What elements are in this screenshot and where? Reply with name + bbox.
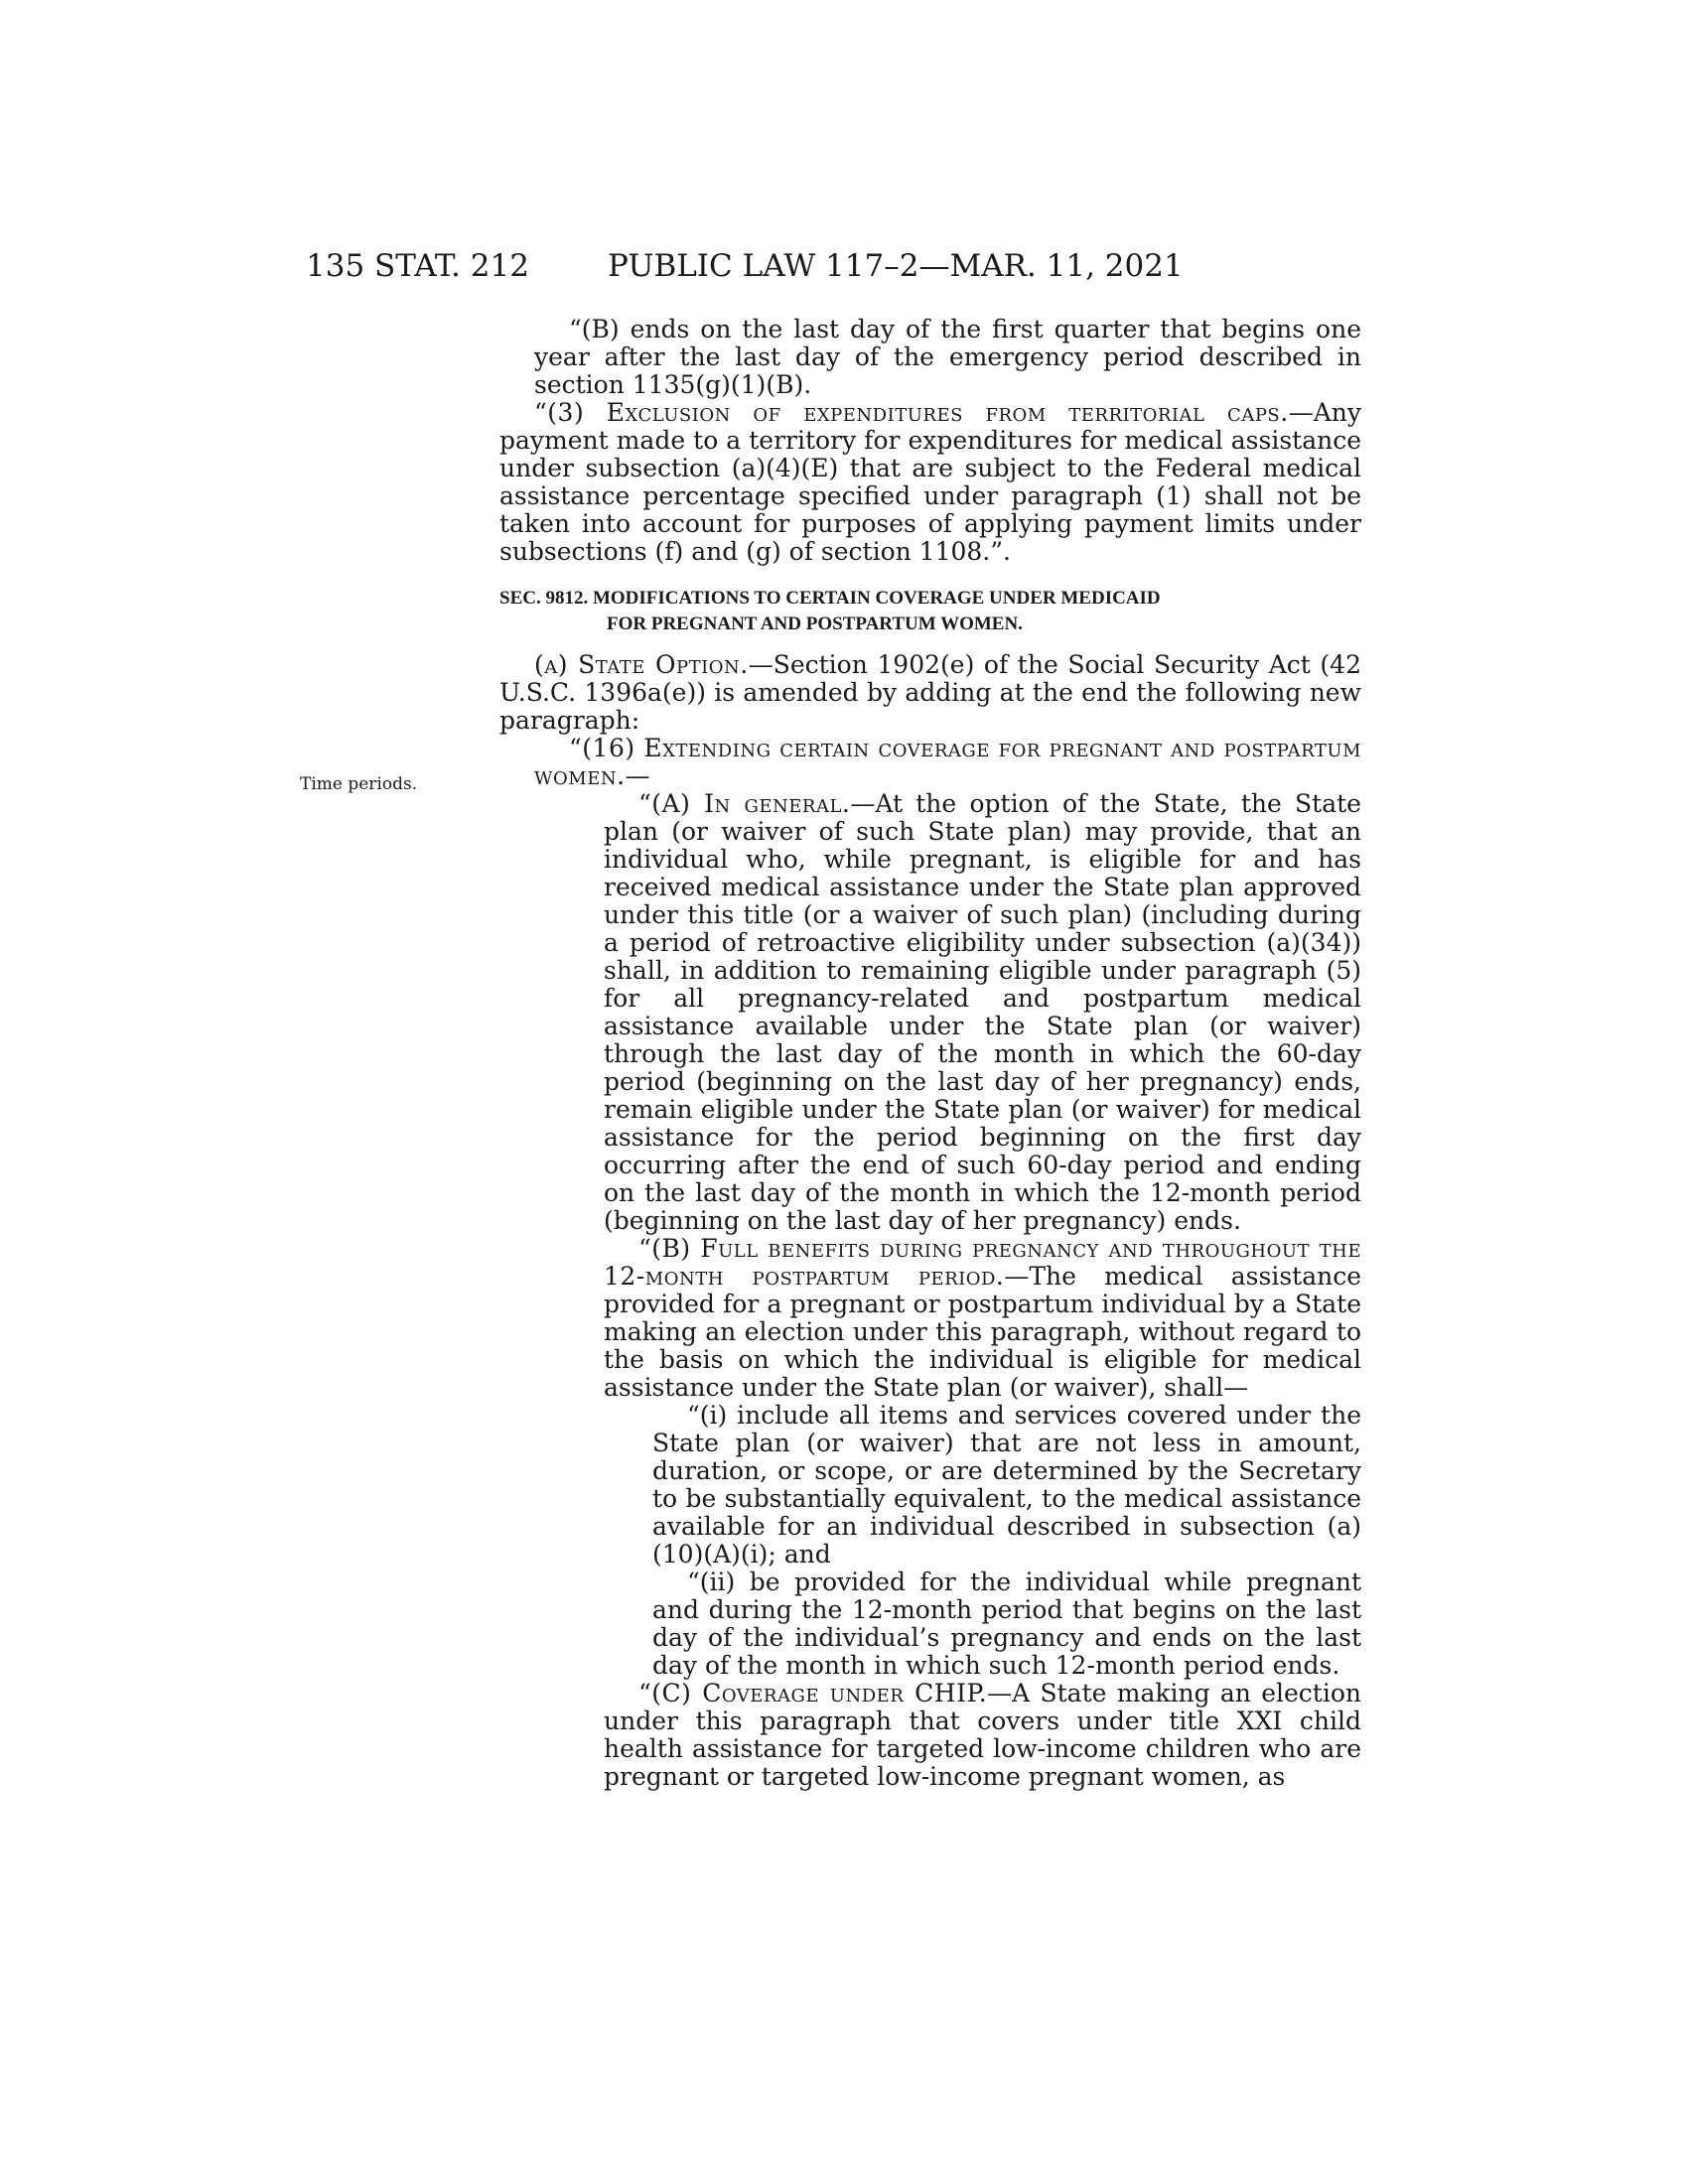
paragraph-16-heading-block: [534, 735, 1361, 790]
subsection-a-label: (a) State Option.: [534, 650, 749, 679]
subparagraph-A-text: —At the option of the State, the State plan (or waiver of such State plan) may provide, that an individual who, while pregnant, is eligible for and has received medical assistance under the State plan approved under this title (or a waiver of such plan) (including during a period of retroactive eligibility under subsection (a)(34)) shall, in addition to remaining eligible under paragraph (5) for all pregnancy-related and postpartum medical assistance available under the State plan (or waiver) through the last day of the month in which the 60-day period (beginning on the last day of her pregnancy) ends, remain eligible under the State plan (or waiver) for medical assistance for the period beginning on the first day occurring after the end of such 60-day period and ending on the last day of the month in which the 12-month period (beginning on the last day of her pregnancy) ends.: [604, 789, 1361, 1235]
paragraph-16-heading: “(16) Extending certain coverage for pregnant and postpartum women.: [534, 734, 1361, 790]
subparagraph-C-heading: “(C) Coverage under CHIP.: [638, 1679, 988, 1707]
section-heading-line1: SEC. 9812. MODIFICATIONS TO CERTAIN COVERAGE UNDER MEDICAID: [499, 588, 1161, 609]
subparagraph-B-heading: “(B) Full benefits during pregnancy and throughout the 12-month postpartum period.: [604, 1234, 1361, 1291]
subparagraph-B: [604, 1235, 1361, 1402]
subparagraph-C-text: —A State making an election under this paragraph that covers under title XXI child health assistance for targeted low-income children who are pregnant or targeted low-income pregnant women, as: [604, 1679, 1361, 1791]
margin-note: Time periods.: [300, 774, 418, 794]
subsection-a: [499, 651, 1361, 735]
subparagraph-A-heading: “(A) In general.: [638, 789, 851, 818]
section-heading-line2: FOR PREGNANT AND POSTPARTUM WOMEN.: [607, 614, 1023, 634]
subsection-a-text: —Section 1902(e) of the Social Security Act (42 U.S.C. 1396a(e)) is amended by adding at the end the following new paragraph:: [499, 650, 1361, 735]
section-heading: [499, 586, 1361, 637]
paragraph-3: [499, 399, 1361, 566]
subparagraph-A: [604, 790, 1361, 1235]
paragraph-3-heading: “(3) Exclusion of expenditures from territorial caps.: [534, 398, 1289, 427]
subparagraph-b-ends: “(B) ends on the last day of the first quarter that begins one year after the last day of the emergency period described in section 1135(g)(1)(B).: [534, 315, 1361, 399]
page-reference: 135 STAT. 212: [306, 248, 529, 284]
subparagraph-C: [604, 1680, 1361, 1791]
clause-i: “(i) include all items and services covered under the State plan (or waiver) that are not less in amount, duration, or scope, or are determined by the Secretary to be substantially equivalent, to the medical assistance available for an individual described in subsection (a)(10)(A)(i); and: [652, 1401, 1361, 1569]
subparagraph-B-text: —The medical assistance provided for a pregnant or postpartum individual by a State making an election under this paragraph, without regard to the basis on which the individual is eligible for medical assistance under the State plan (or waiver), shall—: [604, 1262, 1361, 1402]
clause-ii: “(ii) be provided for the individual while pregnant and during the 12-month period that begins on the last day of the individual’s pregnancy and ends on the last day of the month in which such 12-month period ends.: [652, 1568, 1361, 1680]
running-header-title: PUBLIC LAW 117–2—MAR. 11, 2021: [608, 248, 1184, 284]
paragraph-3-text: —Any payment made to a territory for expenditures for medical assistance under subsection (a)(4)(E) that are subject to the Federal medical assistance percentage specified under paragraph (1) shall not be taken into account for purposes of applying payment limits under subsections (f) and (g) of section 1108.”.: [499, 398, 1361, 566]
page-body: [499, 316, 1361, 1791]
paragraph-16-dash: —: [625, 761, 650, 790]
